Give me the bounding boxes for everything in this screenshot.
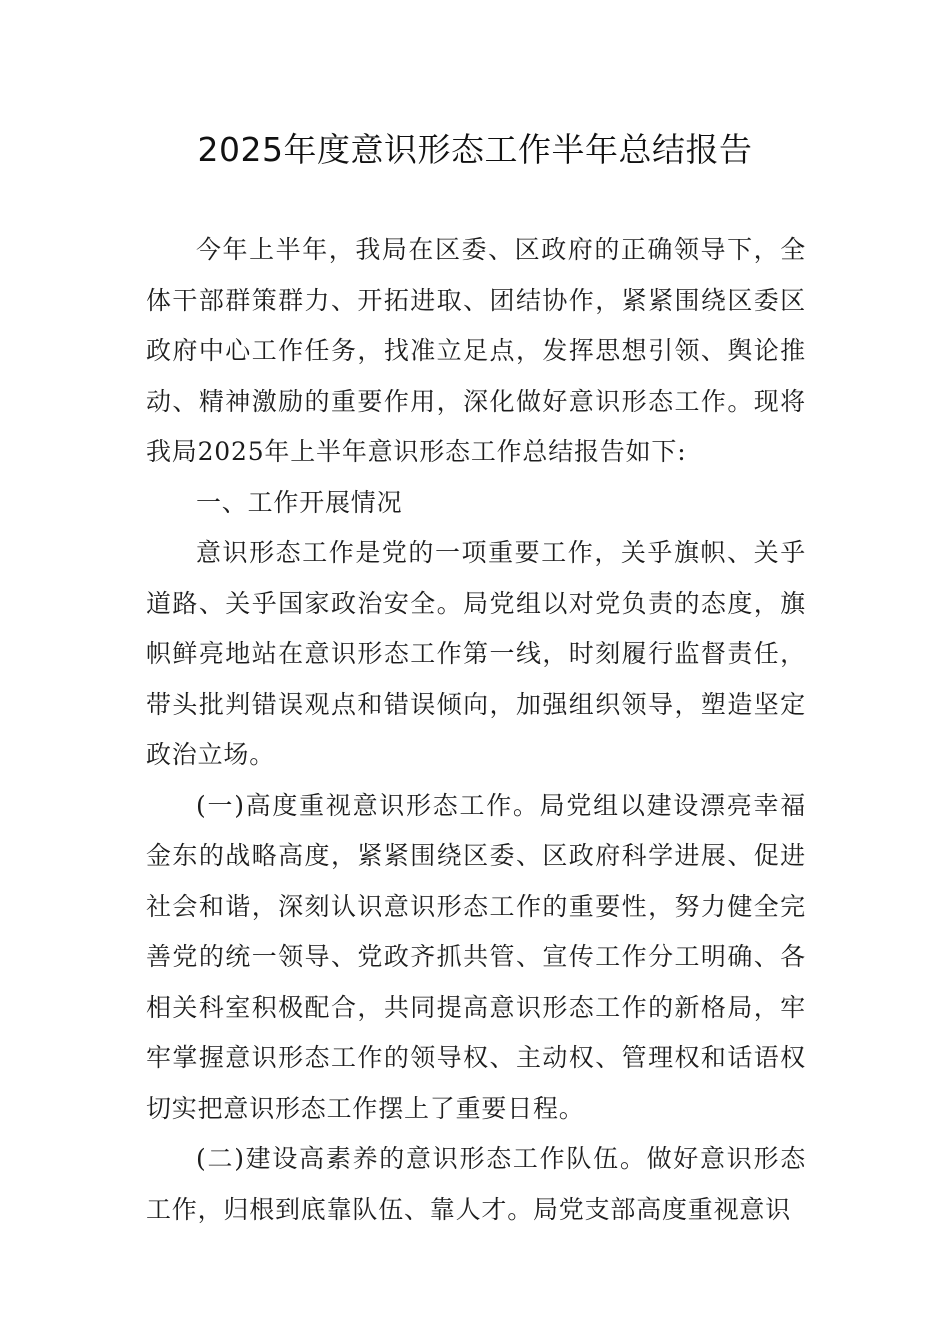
section-heading: 一、工作开展情况 bbox=[196, 487, 403, 517]
paragraph-item-2: (二)建设高素养的意识形态工作队伍。做好意识形态工作，归根到底靠队伍、靠人才。局党支部高度重视意识 bbox=[146, 1144, 806, 1224]
paragraph-intro: 今年上半年，我局在区委、区政府的正确领导下，全体干部群策群力、开拓进取、团结协作，紧紧围绕区委区政府中心工作任务，找准立足点，发挥思想引领、舆论推动、精神激励的重要作用，深化做好意识形态工作。现将我局2025年上半年意识形态工作总结报告如下: bbox=[146, 235, 806, 466]
paragraph-overview: 意识形态工作是党的一项重要工作，关乎旗帜、关乎道路、关乎国家政治安全。局党组以对党负责的态度，旗帜鲜亮地站在意识形态工作第一线，时刻履行监督责任，带头批判错误观点和错误倾向，加强组织领导，塑造坚定政治立场。 bbox=[146, 538, 806, 769]
document-body bbox=[146, 225, 806, 1235]
paragraph-item-1: (一)高度重视意识形态工作。局党组以建设漂亮幸福金东的战略高度，紧紧围绕区委、区政府科学进展、促进社会和谐，深刻认识意识形态工作的重要性，努力健全完善党的统一领导、党政齐抓共管、宣传工作分工明确、各相关科室积极配合，共同提高意识形态工作的新格局，牢牢掌握意识形态工作的领导权、主动权、管理权和话语权切实把意识形态工作摆上了重要日程。 bbox=[146, 790, 806, 1123]
document-title: 2025年度意识形态工作半年总结报告 bbox=[197, 130, 753, 169]
